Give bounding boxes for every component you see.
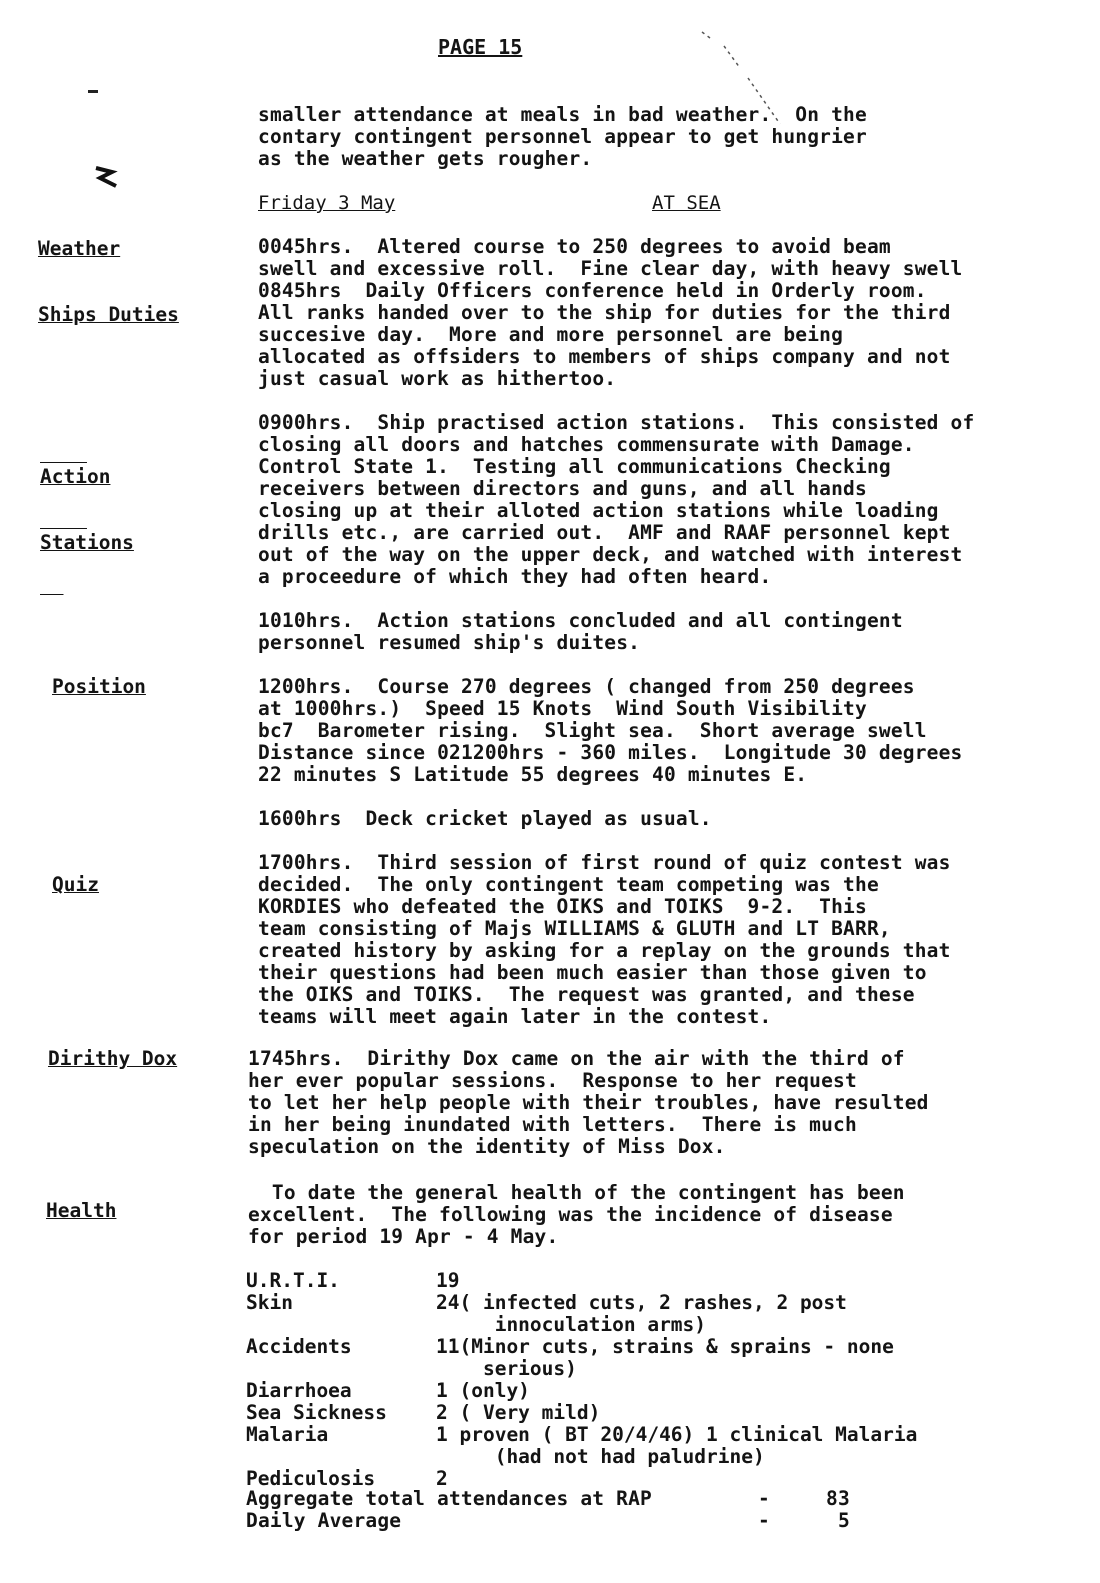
deck-cricket-entry xyxy=(258,808,1058,830)
margin-heading-ships-duties: Ships Duties xyxy=(38,303,179,326)
ships-duties-entry xyxy=(258,302,1058,390)
text-line: 1010hrs. Action stations concluded and all contingent xyxy=(258,609,903,632)
text-line: allocated as offsiders to members of ships company and not xyxy=(258,345,951,368)
margin-heading-position: Position xyxy=(52,675,146,698)
disease-name: Skin xyxy=(246,1291,293,1314)
entry-date: Friday 3 May xyxy=(258,192,396,214)
disease-note xyxy=(459,1402,917,1424)
disease-count: 11 xyxy=(436,1335,460,1358)
text-line: succesive day. More and more personnel are being xyxy=(258,323,844,346)
note-line: innoculation arms) xyxy=(459,1313,707,1336)
disease-count: 2 xyxy=(436,1401,448,1424)
text-line: to let her help people with their troubles, have resulted xyxy=(248,1091,929,1114)
text-line: 0845hrs Daily Officers conference held in Orderly room. xyxy=(258,279,927,302)
total-attendances-label: Aggregate total attendances at RAP xyxy=(246,1487,652,1510)
disease-name: Pediculosis xyxy=(246,1467,376,1490)
weather-entry xyxy=(258,236,1058,302)
text-line: created history by asking for a replay on the grounds that xyxy=(258,939,951,962)
note-line: (Minor cuts, strains & sprains - none xyxy=(459,1335,894,1358)
disease-name: U.R.T.I. xyxy=(246,1269,340,1292)
text-line: in her being inundated with letters. There is much xyxy=(248,1113,857,1136)
total-attendances-dash: - xyxy=(758,1487,770,1510)
table-row xyxy=(246,1402,917,1424)
margin-scribble-mark xyxy=(92,162,122,196)
text-line: team consisting of Majs WILLIAMS & GLUTH and LT BARR, xyxy=(258,917,891,940)
note-line: (had not had paludrine) xyxy=(459,1445,765,1468)
table-row xyxy=(246,1380,917,1402)
table-row xyxy=(246,1270,917,1292)
text-line: their questions had been much easier than those given to xyxy=(258,961,927,984)
disease-name: Sea Sickness xyxy=(246,1401,387,1424)
margin-heading-dirithy-dox: Dirithy Dox xyxy=(48,1047,178,1070)
text-line: bc7 Barometer rising. Slight sea. Short average swell xyxy=(258,719,927,742)
action-stations-entry xyxy=(258,412,1058,588)
margin-heading-health: Health xyxy=(46,1199,117,1222)
heading-line: Stations xyxy=(40,531,134,554)
text-line: 0900hrs. Ship practised action stations. This consisted of xyxy=(258,411,975,434)
text-line: speculation on the identity of Miss Dox. xyxy=(248,1135,726,1158)
disease-name: Diarrhoea xyxy=(246,1379,352,1402)
text-line: closing up at their alloted action stations while loading xyxy=(258,499,939,522)
text-line: 1600hrs Deck cricket played as usual. xyxy=(258,807,712,830)
disease-count: 1 xyxy=(436,1423,448,1446)
text-line: personnel resumed ship's duites. xyxy=(258,631,641,654)
health-entry xyxy=(248,1182,1048,1248)
note-line: (only) xyxy=(459,1379,530,1402)
disease-count: 24 xyxy=(436,1291,460,1314)
text-line: To date the general health of the contingent has been xyxy=(248,1181,905,1204)
heading-line: Action xyxy=(40,465,111,488)
disease-count: 19 xyxy=(436,1269,460,1292)
note-line: proven ( BT 20/4/46) 1 clinical Malaria xyxy=(459,1423,918,1446)
text-line: closing all doors and hatches commensurate with Damage. xyxy=(258,433,915,456)
position-entry xyxy=(258,676,1058,786)
table-row xyxy=(246,1336,917,1380)
text-line: swell and excessive roll. Fine clear day, with heavy swell xyxy=(258,257,963,280)
text-line: 1200hrs. Course 270 degrees ( changed from 250 degrees xyxy=(258,675,915,698)
dirithy-dox-entry xyxy=(248,1048,1048,1158)
margin-mark xyxy=(88,90,98,93)
disease-count: 2 xyxy=(436,1467,448,1490)
text-line: drills etc., are carried out. AMF and RAAF personnel kept xyxy=(258,521,951,544)
quiz-entry xyxy=(258,852,1058,1028)
margin-heading-action-stations xyxy=(40,422,134,598)
text-line: the OIKS and TOIKS. The request was granted, and these xyxy=(258,983,915,1006)
text-line: 22 minutes S Latitude 55 degrees 40 minutes E. xyxy=(258,763,808,786)
table-row xyxy=(246,1424,917,1468)
disease-incidence-table xyxy=(246,1270,917,1490)
disease-note xyxy=(459,1380,917,1402)
text-line: a proceedure of which they had often heard. xyxy=(258,565,772,588)
total-attendances-value: 83 xyxy=(826,1487,850,1510)
text-line: decided. The only contingent team competing was the xyxy=(258,873,879,896)
note-line: serious) xyxy=(459,1357,577,1380)
disease-note xyxy=(459,1424,917,1468)
note-line: ( Very mild) xyxy=(459,1401,601,1424)
disease-name: Malaria xyxy=(246,1423,329,1446)
entry-location: AT SEA xyxy=(652,192,721,214)
daily-average-label: Daily Average xyxy=(246,1509,402,1532)
action-stations-conclusion xyxy=(258,610,1058,654)
text-line: contary contingent personnel appear to get hungrier xyxy=(258,125,867,148)
text-line: smaller attendance at meals in bad weather. On the xyxy=(258,103,867,126)
note-line: ( infected cuts, 2 rashes, 2 post xyxy=(459,1291,847,1314)
text-line: 0045hrs. Altered course to 250 degrees to avoid beam xyxy=(258,235,891,258)
daily-average-value: 5 xyxy=(838,1509,850,1532)
text-line: Control State 1. Testing all communications Checking xyxy=(258,455,891,478)
text-line: Distance since 021200hrs - 360 miles. Longitude 30 degrees xyxy=(258,741,963,764)
margin-heading-weather: Weather xyxy=(38,237,121,260)
page-number: PAGE 15 xyxy=(438,35,523,59)
text-line: her ever popular sessions. Response to her request xyxy=(248,1069,857,1092)
text-line: as the weather gets rougher. xyxy=(258,147,593,170)
margin-heading-quiz: Quiz xyxy=(52,873,99,896)
text-line: at 1000hrs.) Speed 15 Knots Wind South Visibility xyxy=(258,697,867,720)
text-line: KORDIES who defeated the OIKS and TOIKS 9-2. This xyxy=(258,895,867,918)
disease-name: Accidents xyxy=(246,1335,352,1358)
text-line: excellent. The following was the incidence of disease xyxy=(248,1203,893,1226)
table-row xyxy=(246,1292,917,1336)
disease-note xyxy=(459,1292,917,1336)
disease-note xyxy=(459,1270,917,1292)
text-line: just casual work as hithertoo. xyxy=(258,367,617,390)
text-line: out of the way on the upper deck, and watched with interest xyxy=(258,543,963,566)
daily-average-dash: - xyxy=(758,1509,770,1532)
text-line: 1745hrs. Dirithy Dox came on the air with the third of xyxy=(248,1047,905,1070)
disease-note xyxy=(459,1336,917,1380)
text-line: receivers between directors and guns, and all hands xyxy=(258,477,867,500)
text-line: teams will meet again later in the contest. xyxy=(258,1005,772,1028)
intro-paragraph xyxy=(258,104,1058,170)
text-line: All ranks handed over to the ship for duties for the third xyxy=(258,301,951,324)
text-line: 1700hrs. Third session of first round of quiz contest was xyxy=(258,851,951,874)
disease-count: 1 xyxy=(436,1379,448,1402)
text-line: for period 19 Apr - 4 May. xyxy=(248,1225,559,1248)
